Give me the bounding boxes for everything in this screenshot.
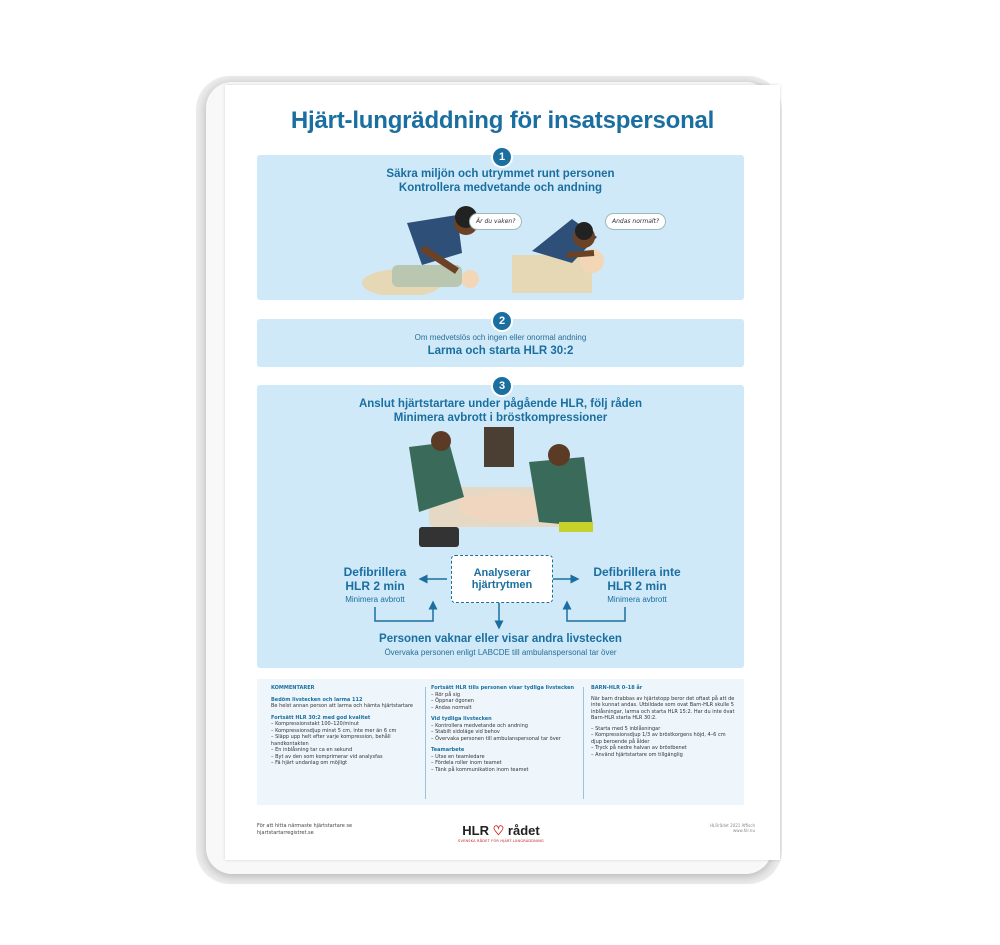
step3-line2: Minimera avbrott i bröstkompressioner xyxy=(393,412,608,424)
notes-col-3 xyxy=(591,685,736,758)
step2-number: 2 xyxy=(491,310,513,332)
notes-col1-item: – Byt av den som komprimerar vid analysfas xyxy=(271,753,383,760)
notes-col2-item: – Tänk på kommunikation inom teamet xyxy=(431,766,529,773)
flow-arrows xyxy=(257,385,744,668)
speech-bubble-1: Är du vaken? xyxy=(469,213,522,230)
heart-icon: ♡ xyxy=(492,823,505,838)
notes-col2-item: – Andas normalt xyxy=(431,704,472,711)
step1-panel xyxy=(257,155,744,300)
notes-col2-item: – Kontrollera medvetande och andning xyxy=(431,722,528,729)
logo-text2: rådet xyxy=(507,823,540,838)
defib-line2: HLR 2 min xyxy=(345,579,405,593)
notes-col1-item: – Kompressionsdjup minst 5 cm, inte mer än 6 cm xyxy=(271,727,397,734)
notes-col1-t1: Be helst annan person att larma och hämta hjärtstartare xyxy=(271,703,414,709)
notes-col3-item: – Tryck på nedre halvan av bröstbenet xyxy=(591,745,687,751)
analysis-line2: hjärtrytmen xyxy=(471,579,533,591)
notes-col2-h3: Teamarbete xyxy=(431,747,465,753)
notes-col3-h1: BARN-HLR 0–18 år xyxy=(591,685,643,691)
notes-col1-item: – Kompressionstakt 100–120/minut xyxy=(271,721,359,727)
notes-section xyxy=(257,679,744,805)
footer-right-text: HLRrådet 2021 Affisch www.hlr.nu xyxy=(710,823,755,833)
poster-title: Hjärt-lungräddning för insatspersonal xyxy=(290,107,715,134)
notes-col2-h1: Fortsätt HLR tills personen visar tydliga livstecken xyxy=(431,685,575,691)
notes-col2-item: – Utse en teamledare xyxy=(431,753,485,760)
notes-col3-item: – Starta med 5 inblåsningar xyxy=(591,725,661,732)
step1-line1: Säkra miljön och utrymmet runt personen xyxy=(386,168,615,180)
poster xyxy=(225,85,780,860)
step2-main: Larma och starta HLR 30:2 xyxy=(427,345,574,357)
notes-col2-item: – Öppnar ögonen xyxy=(431,698,474,704)
notes-col-1 xyxy=(271,685,419,767)
notes-col1-h1: Bedöm livstecken och larma 112 xyxy=(271,696,363,703)
logo-sub: SVENSKA RÅDET FÖR HJÄRT-LUNGRÄDDNING xyxy=(458,839,544,843)
logo-main xyxy=(451,823,551,839)
step3-number: 3 xyxy=(491,375,513,397)
logo-text: HLR xyxy=(462,823,489,838)
notes-col3-t1: När barn drabbas av hjärtstopp beror det oftast på att de inte kunnat andas. Utbildade som ovat Barn-HLR skulle 5 inblåsningar, larma och starta HLR 15:2. Har du inte övat Barn-HLR starta HLR 30:2. xyxy=(591,695,735,721)
analysis-line1: Analyserar xyxy=(473,567,531,579)
notes-col2-item: – Fördela roller inom teamet xyxy=(431,760,502,766)
notes-col-2 xyxy=(431,685,576,773)
step3-line1: Anslut hjärtstartare under pågående HLR, följ råden xyxy=(358,398,643,410)
step1-number: 1 xyxy=(491,146,513,168)
no-defib-line1: Defibrillera inte xyxy=(593,565,681,579)
step3-panel xyxy=(257,385,744,668)
defib-line1: Defibrillera xyxy=(343,565,407,579)
step3-bottom-main: Personen vaknar eller visar andra livstecken xyxy=(379,633,622,645)
notes-col2-item: – Rör på sig xyxy=(431,691,461,698)
step1-line2: Kontrollera medvetande och andning xyxy=(398,182,603,194)
step3-bottom-sub: Övervaka personen enligt LABCDE till ambulanspersonal tar över xyxy=(384,648,617,657)
notes-col1-h2: Fortsätt HLR 30:2 med god kvalitet xyxy=(271,714,371,721)
notes-col3-item: – Använd hjärtstartare om tillgänglig xyxy=(591,751,683,758)
notes-col2-item: – Stabilt sidoläge vid behov xyxy=(431,729,500,735)
analysis-box xyxy=(451,555,553,603)
notes-divider-1 xyxy=(425,687,426,799)
notes-divider-2 xyxy=(583,687,584,799)
notes-col1-header: KOMMENTARER xyxy=(271,685,315,691)
defib-sub: Minimera avbrott xyxy=(345,595,405,604)
notes-col1-item: – Fä hjärt undanlag om möjligt xyxy=(271,760,348,766)
no-defib-sub: Minimera avbrott xyxy=(607,595,667,604)
hlr-logo xyxy=(451,823,551,843)
notes-col1-item: – Släpp upp helt efter varje kompression, behåll handkontakten xyxy=(271,734,391,747)
notes-col2-item: – Övervaka personen till ambulanspersonal tar över xyxy=(431,735,561,742)
speech-bubble-2: Andas normalt? xyxy=(605,213,666,230)
no-defib-line2: HLR 2 min xyxy=(607,579,667,593)
notes-col1-item: – En inblåsning tar ca en sekund xyxy=(271,747,353,753)
footer-left-text: För att hitta närmaste hjärtstartare se hjartstartarregistret.se xyxy=(257,823,353,836)
notes-col3-item: – Kompressionsdjup 1/3 av bröstkorgens höjd, 4–6 cm djup beroende på ålder xyxy=(591,732,726,745)
step2-sub: Om medvetslös och ingen eller onormal andning xyxy=(414,333,587,342)
notes-col2-h2: Vid tydliga livstecken xyxy=(431,716,492,722)
